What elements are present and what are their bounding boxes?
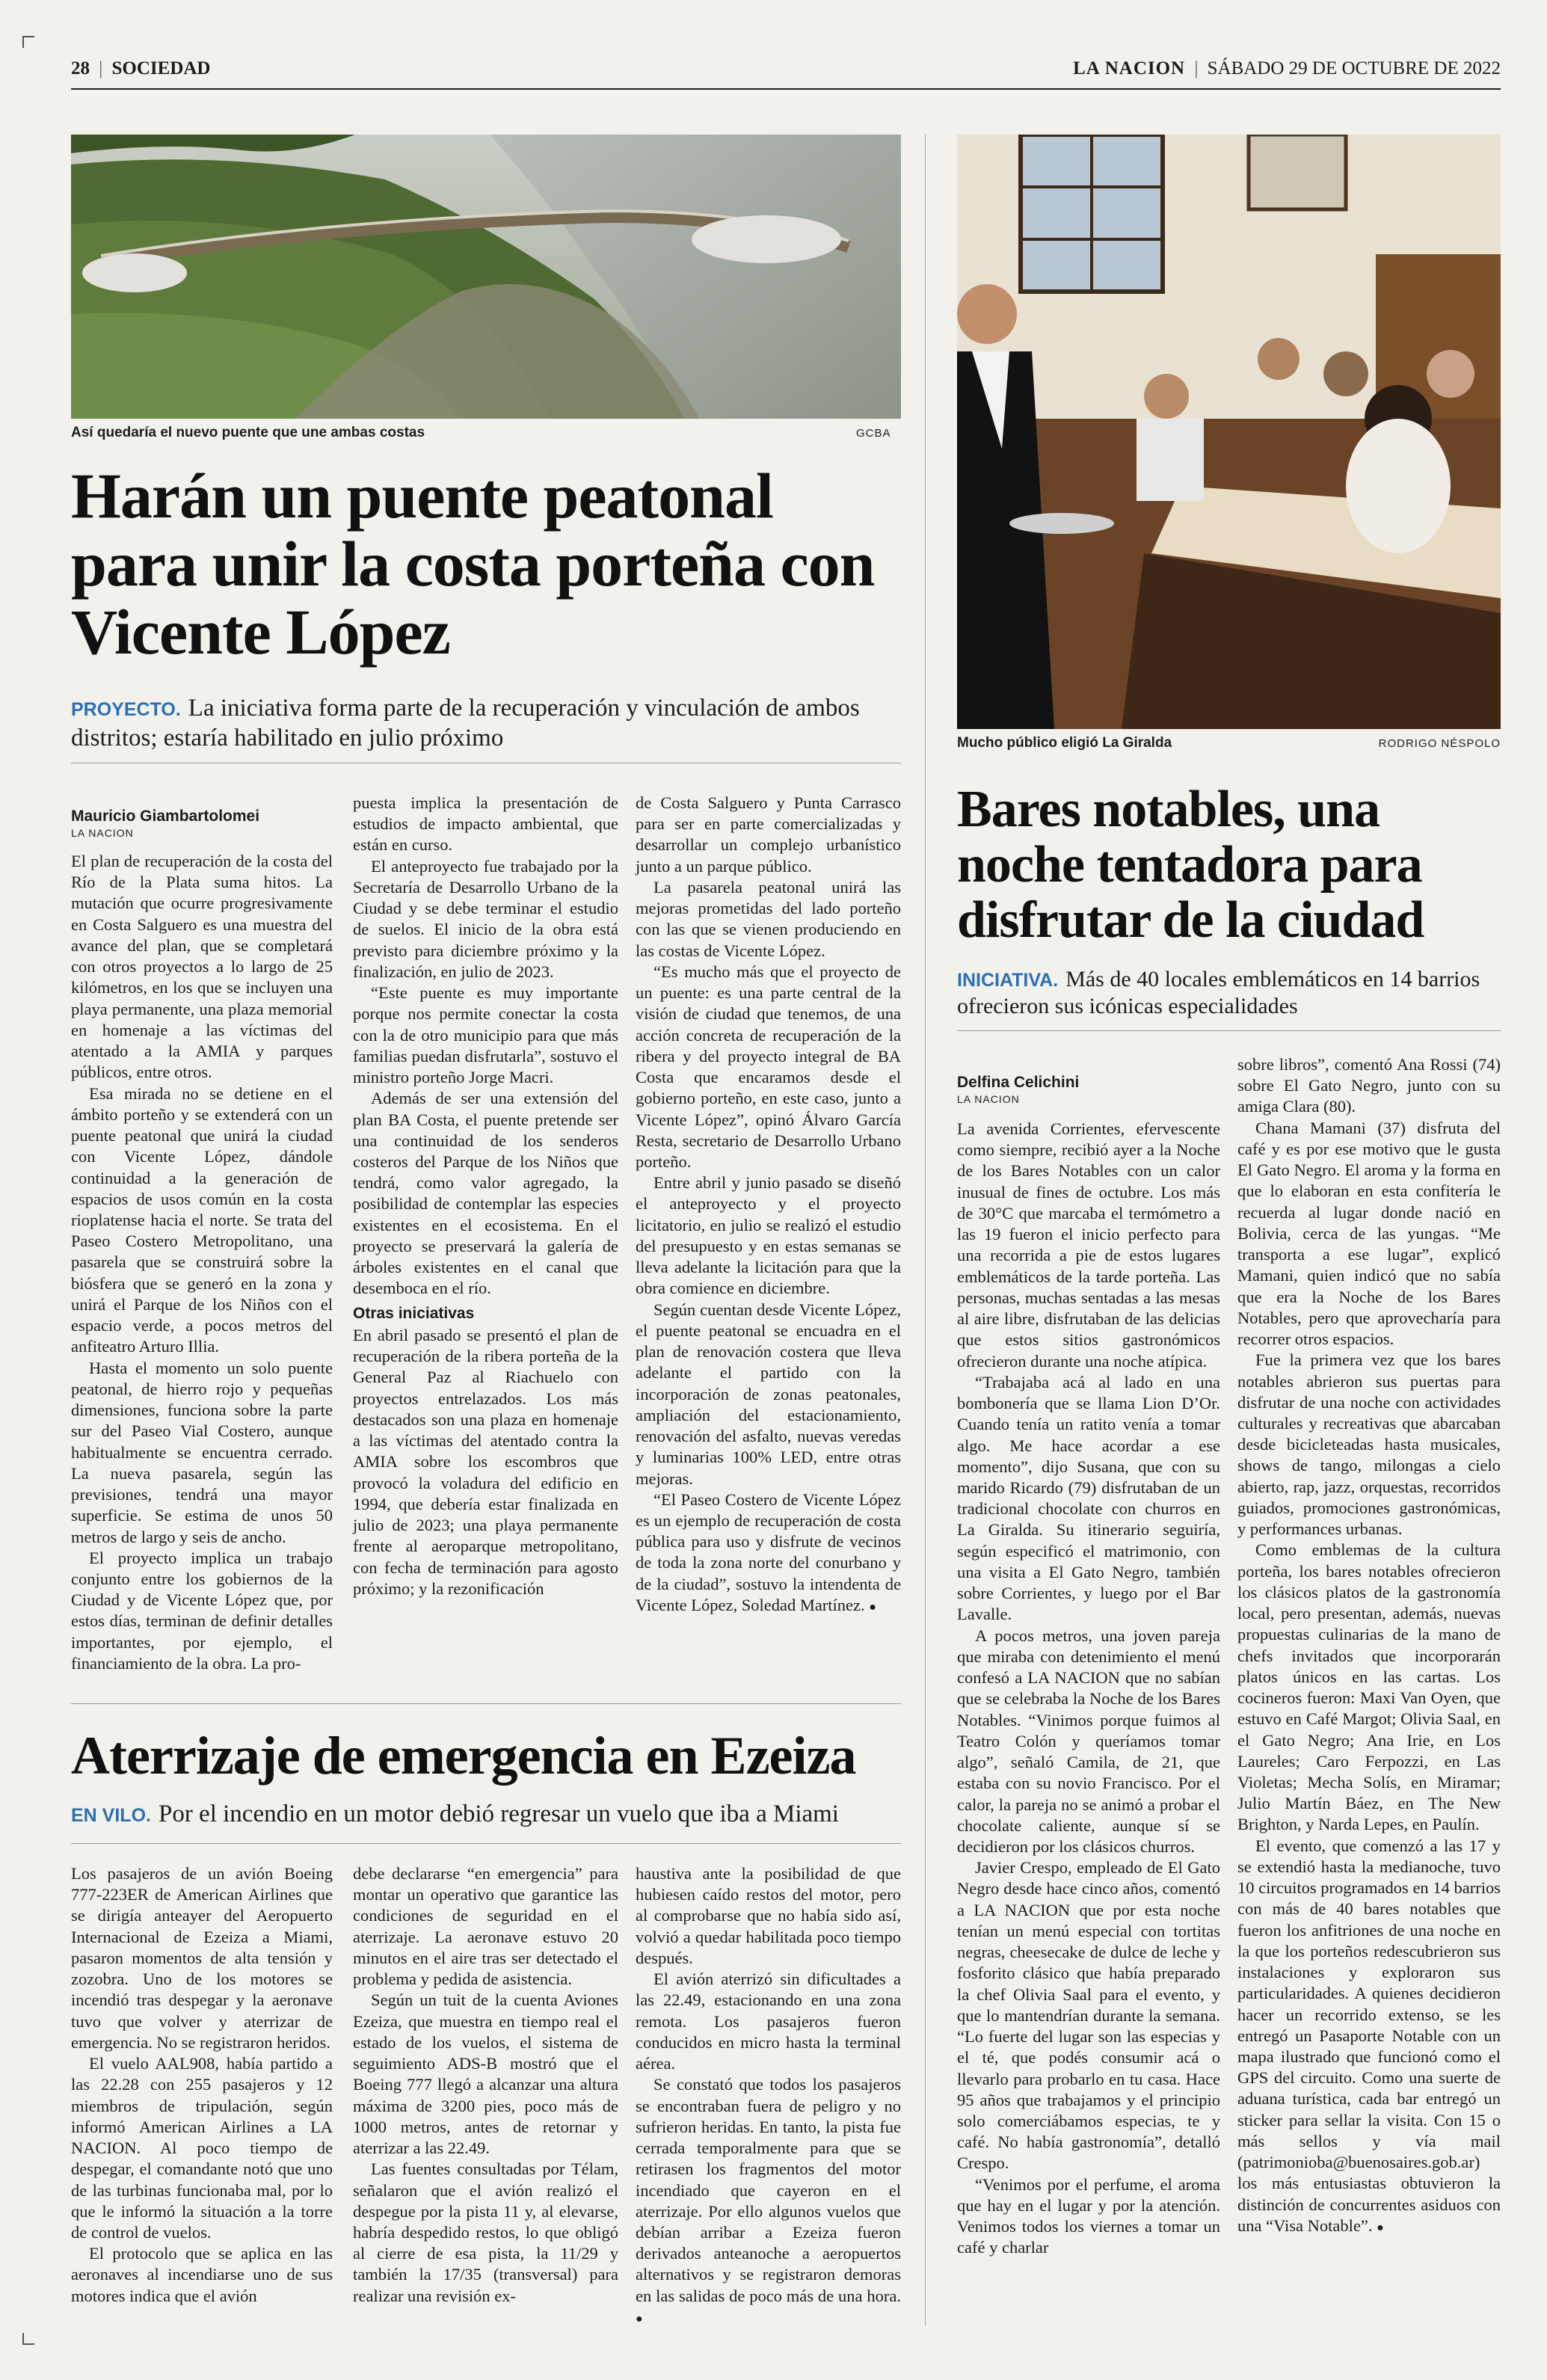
paragraph bbox=[636, 1489, 901, 1616]
paragraph: “Este puente es muy importante porque nos permite conectar la costa con la de otro municipio para que más familias puedan disfrutarla”, sostuvo el ministro porteño Jorge Macri. bbox=[353, 983, 618, 1087]
paragraph: Según un tuit de la cuenta Aviones Ezeiza, que muestra en tiempo real el estado de los vuelos, el sistema de seguimiento ADS-B mostró que el Boeing 777 llegó a alcanzar una altura máxima de 3200 pies, poco más de 1000 metros, antes de retornar y aterrizar a las 22.49. bbox=[353, 1990, 618, 2158]
ezeiza-headline: Aterrizaje de emergencia en Ezeiza bbox=[71, 1726, 856, 1786]
paragraph: Fue la primera vez que los bares notables abrieron sus puertas para disfrutar de una noche con actividades culturales y recreativas que abarcaban desde bicicleteadas hasta musicales, shows de tango, milongas a cielo abierto, rap, jazz, orquestas, recorridos guiados, promociones gastronómicas, y performances urbanas. bbox=[1237, 1350, 1501, 1539]
paragraph: El protocolo que se aplica en las aeronaves al incendiarse uno de sus motores indica que el avión bbox=[71, 2244, 333, 2305]
paragraph: La pasarela peatonal unirá las mejoras prometidas del lado porteño con las que se vienen produciendo en las costas de Vicente López. bbox=[636, 877, 901, 960]
bares-col-2 bbox=[1237, 1054, 1501, 2236]
paragraph: Esa mirada no se detiene en el ámbito porteño y se extenderá con un puente peatonal que unirá la ciudad con Vicente López, dándole continuidad a la generación de espacios de usos común en la costa rioplatense hacia el norte. Se trata del Paseo Costero Metropolitano, una pasarela que se construirá sobre la biósfera que se generó en la zona y unirá el Parque de los Niños con el espacio verde, a pocos metros del anfiteatro Arturo Illia. bbox=[71, 1083, 333, 1356]
bridge-col-3 bbox=[636, 793, 901, 1616]
end-mark-icon: ● bbox=[636, 2312, 643, 2325]
paragraph-text: “El Paseo Costero de Vicente López es un ejemplo de recuperación de costa pública para uso y disfrute de vecinos de toda la zona norte del conurbano y de la ciudad”, sostuvo la intendenta de Vicente López, Soledad Martínez. bbox=[636, 1489, 901, 1614]
ezeiza-subhead bbox=[71, 1800, 901, 1830]
paragraph: El anteproyecto fue trabajado por la Secretaría de Desarrollo Urbano de la Ciudad y se debe terminar el estudio de suelos. El inicio de la obra está previsto para diciembre próximo y la finalización, en julio de 2023. bbox=[353, 856, 618, 981]
paragraph: En abril pasado se presentó el plan de recuperación de la ribera porteña de la General Paz al Riachuelo con proyectos entrelazados. Los más destacados son una plaza en homenaje a las víctimas del atentado contra la AMIA sobre los escombros que provocó la voladura del edificio en 1994, que debería estar finalizada en julio de 2023; una playa permanente frente al aeroparque metropolitano, con fecha de terminación para agosto próximo; y la rezonificación bbox=[353, 1325, 618, 1598]
ezeiza-top-rule bbox=[71, 1703, 901, 1704]
paragraph: Chana Mamani (37) disfruta del café y es por ese motivo que le gusta El Gato Negro. El aroma y la forma en que lo elaboran en esta confitería le recuerda al lugar donde nació en Bolivia, cerca de las yungas. “Me transporta a ese lugar”, explicó Mamani, quien indicó que no sabía que era la Noche de los Bares Notables, pero que aprovecharía para recorrer otros espacios. bbox=[1237, 1118, 1501, 1349]
paragraph: “Es mucho más que el proyecto de un puente: es una parte central de la visión de ciudad que tenemos, de una acción concreta de recuperación de la ribera y del proyecto integral de BA Costa que encaramos desde el gobierno porteño, en este caso, junto a Vicente López”, opinó Álvaro García Resta, secretario de Desarrollo Urbano porteño. bbox=[636, 962, 901, 1171]
paragraph: sobre libros”, comentó Ana Rossi (74) sobre El Gato Negro, junto con su amiga Clara (80). bbox=[1237, 1055, 1501, 1116]
paragraph: Javier Crespo, empleado de El Gato Negro desde hace cinco años, comentó a LA NACION que por esta noche tenían un menú especial con tortitas negras, cheesecake de dulce de leche y fosforito clásico que había preparado la chef Olivia Saal para el evento, y que lo mantendrían durante la semana. “Lo fuerte del lugar son las especias y el té, que podés consumir acá o llevarlo para probarlo en tu casa. Hace 95 años que trabajamos y el principio solo comerciábamos especias, te y café. No había gastronomía”, detalló Crespo. bbox=[957, 1858, 1220, 2173]
paragraph bbox=[636, 2074, 901, 2328]
bridge-col-2 bbox=[353, 793, 618, 1599]
page-header bbox=[71, 58, 211, 79]
end-mark-icon: ● bbox=[1377, 2221, 1384, 2234]
bares-subhead bbox=[957, 966, 1501, 1020]
crop-mark-bottom-left bbox=[22, 2333, 34, 2345]
bares-subhead-text: Más de 40 locales emblemáticos en 14 barrios ofrecieron sus icónicas especialidades bbox=[957, 967, 1480, 1018]
paragraph: haustiva ante la posibilidad de que hubiesen caído restos del motor, pero al comprobarse que no había sido así, volvió a quedar habilitada poco tiempo después. bbox=[636, 1864, 901, 1967]
la-giralda-photo bbox=[957, 135, 1501, 729]
paragraph: debe declararse “en emergencia” para montar un operativo que garantice las condiciones de seguridad en el aterrizaje. La aeronave estuvo 20 minutos en el aire tras ser detectado el problema y pedida de asistencia. bbox=[353, 1864, 618, 1989]
giralda-photo-caption: Mucho público eligió La Giralda bbox=[957, 735, 1172, 751]
paragraph: puesta implica la presentación de estudios de impacto ambiental, que están en curso. bbox=[353, 793, 618, 855]
bares-headline: Bares notables, una noche tentadora para disfrutar de la ciudad bbox=[957, 781, 1424, 950]
ezeiza-col-3 bbox=[636, 1863, 901, 2328]
bares-subhead-rule bbox=[957, 1030, 1501, 1031]
bridge-rendering-illustration bbox=[71, 135, 901, 419]
paragraph: Los pasajeros de un avión Boeing 777-223ER de American Airlines que se dirigía anteayer del Aeropuerto Internacional de Ezeiza a Miami, pasaron momentos de alta tensión y zozobra. Uno de los motores se incendió tras despegar y la aeronave tuvo que volver y aterrizar de emergencia. No se registraron heridos. bbox=[71, 1864, 333, 2052]
page-number: 28 bbox=[71, 58, 90, 79]
paragraph: El plan de recuperación de la costa del Río de la Plata suma hitos. La mutación que ocurre progresivamente en Costa Salguero es una muestra del avance del plan, que se completará con otros proyectos a lo largo de 25 kilómetros, en los que se incluyen una playa permanente, una plaza memorial en homenaje a las víctimas del atentado a la AMIA y parques públicos, entre otros. bbox=[71, 852, 333, 1082]
page-date: SÁBADO 29 DE OCTUBRE DE 2022 bbox=[1207, 58, 1501, 79]
paragraph: Entre abril y junio pasado se diseñó el anteproyecto y el proyecto licitatorio, en julio se realizó el estudio del presupuesto y en estas semanas se lleva adelante la licitación para que la obra comience en diciembre. bbox=[636, 1173, 901, 1298]
paragraph: El vuelo AAL908, había partido a las 22.28 con 255 pasajeros y 12 miembros de tripulación, según informó American Airlines a LA NACION. Al poco tiempo de despegar, el comandante notó que uno de las turbinas funcionaba mal, por lo que le informó la situación a la torre de control de vuelos. bbox=[71, 2054, 333, 2242]
bridge-photo-credit: GCBA bbox=[856, 427, 891, 440]
ezeiza-col-1 bbox=[71, 1863, 333, 2307]
header-rule bbox=[71, 88, 1501, 90]
bridge-byline bbox=[71, 808, 333, 839]
bridge-subhead bbox=[71, 694, 901, 753]
paragraph: A pocos metros, una joven pareja que miraba con detenimiento el menú confesó a LA NACION que no sabían que se celebraba la Noche de los Bares Notables. “Vinimos porque fuimos al Teatro Colón y queríamos tomar algo”, señaló Camila, de 21, que estaba con su novio Francisco. Por el calor, la pareja no se animó a probar el chocolate caliente, aunque sí se decidieron por los clásicos churros. bbox=[957, 1626, 1220, 1856]
section-name: SOCIEDAD bbox=[111, 58, 211, 79]
bridge-headline: Harán un puente peatonal para unir la costa porteña con Vicente López bbox=[71, 460, 875, 668]
paragraph: de Costa Salguero y Punta Carrasco para ser en parte comercializadas y desarrollar un complejo urbanístico junto a un parque público. bbox=[636, 793, 901, 876]
paragraph-text: Se constató que todos los pasajeros se encontraban fuera de peligro y no sufrieron heridas. En tanto, la pista fue cerrada temporalmente para que se retirasen los fragmentos del motor incendiado que cayeron en el aterrizaje. Por ello algunos vuelos que debían arribar a Ezeiza fueron derivados anteanoche a aeropuertos alternativos y se registraron demoras en las salidas de poco más de una hora. bbox=[636, 2075, 901, 2305]
bridge-photo-caption: Así quedaría el nuevo puente que une ambas costas bbox=[71, 425, 425, 440]
bridge-subhead-text: La iniciativa forma parte de la recuperación y vinculación de ambos distritos; estaría habilitado en julio próximo bbox=[71, 695, 860, 751]
bridge-rendering-photo bbox=[71, 135, 901, 419]
ezeiza-tag: EN VILO. bbox=[71, 1805, 151, 1826]
giralda-photo-credit: RODRIGO NÉSPOLO bbox=[1378, 737, 1501, 750]
ezeiza-subhead-rule bbox=[71, 1843, 901, 1844]
cafe-interior-illustration bbox=[957, 135, 1501, 729]
bares-author: Delfina Celichini bbox=[957, 1074, 1080, 1091]
paragraph-text: El evento, que comenzó a las 17 y se extendió hasta la medianoche, tuvo 10 circuitos programados en 14 barrios con más de 40 bares notables que fueron los anfitriones de una noche en la que los porteños redescubrieron sus instalaciones y exploraron sus particularidades. A quienes decidieron hacer un recorrido extenso, se les entregó un Pasaporte Notable con un mapa ilustrado que funcionó como el GPS del circuito. Como una suerte de aduana turística, cada bar entregó un sticker para sellar la visita. Con 15 o más sellos y vía mail (patrimonioba@buenosaires.gob.ar) los más entusiastas obtuvieron la distinción de concurrentes asiduos con una “Visa Notable”. bbox=[1237, 1836, 1501, 2235]
vertical-column-rule bbox=[925, 135, 926, 2325]
bridge-col-1 bbox=[71, 851, 333, 1674]
other-initiatives-subheading: Otras iniciativas bbox=[353, 1304, 475, 1322]
paragraph: Hasta el momento un solo puente peatonal, de hierro rojo y pequeñas dimensiones, funciona sobre la parte sur del Paseo Vial Costero, aunque habitualmente se encuentra cerrado. La nueva pasarela, según las previsiones, tendrá una mayor superficie. Se estima de unos 50 metros de largo y seis de ancho. bbox=[71, 1358, 333, 1546]
end-mark-icon: ● bbox=[869, 1600, 876, 1614]
bridge-author: Mauricio Giambartolomei bbox=[71, 808, 260, 825]
bares-col-1 bbox=[957, 1119, 1220, 2259]
paragraph: Las fuentes consultadas por Télam, señalaron que el avión realizó el despegue por la pista 11 y, al elevarse, habría despedido restos, lo que obligó al cierre de esa pista, la 11/29 y también la 17/35 (transversal) para realizar una revisión ex- bbox=[353, 2159, 618, 2305]
bares-tag: INICIATIVA. bbox=[957, 970, 1059, 991]
paragraph: La avenida Corrientes, efervescente como siempre, recibió ayer a la Noche de los Bares Notables con un calor inusual de fines de octubre. Los más de 30°C que marcaba el termómetro a las 19 fueron el inicio perfecto para una recorrida a pie de estos lugares emblemáticos de la tarde porteña. Las personas, muchas sentadas a las mesas al aire libre, disfrutaban de las delicias que estos sitios gastronómicos ofrecieron durante una noche atípica. bbox=[957, 1119, 1220, 1371]
paragraph: “Venimos por el perfume, el aroma que hay en el lugar y por la atención. Venimos todos los viernes a tomar un café y charlar bbox=[957, 2174, 1220, 2257]
header-right bbox=[1073, 58, 1501, 79]
paragraph: El avión aterrizó sin dificultades a las 22.49, estacionando en una zona remota. Los pasajeros fueron conducidos en micro hasta la terminal aérea. bbox=[636, 1970, 901, 2073]
bares-author-org: LA NACION bbox=[957, 1093, 1020, 1105]
header-separator: | bbox=[99, 58, 103, 79]
bridge-author-org: LA NACION bbox=[71, 827, 134, 839]
paragraph: Además de ser una extensión del plan BA Costa, el puente pretende ser una continuidad de los senderos costeros del Parque de los Niños que tendrá, como valor agregado, la posibilidad de contemplar las especies existentes en el ecosistema. En el proyecto se preservará la galería de árboles existentes en el canal que desemboca en el río. bbox=[353, 1089, 618, 1298]
bares-byline bbox=[957, 1074, 1219, 1105]
paragraph: Según cuentan desde Vicente López, el puente peatonal se encuadra en el plan de renovación costera que lleva adelante el partido con la incorporación de zonas peatonales, ampliación del estacionamiento, renovación del asfalto, nuevas veredas y luminarias 100% LED, entre otras mejoras. bbox=[636, 1300, 901, 1488]
paragraph: “Trabajaba acá al lado en una bombonería que se llama Lion D’Or. Cuando tenía un ratito venía a tomar algo. Me hace acordar a ese momento”, dijo Susana, que con su marido Ricardo (79) disfrutaban de un tradicional chocolate con churros en La Giralda. Su itinerario seguiría, según especificó el matrimonio, con una visita a El Gato Negro, también sobre Corrientes, y luego por el Bar Lavalle. bbox=[957, 1372, 1220, 1624]
newspaper-name: LA NACION bbox=[1073, 58, 1186, 79]
crop-mark-top-left bbox=[22, 36, 34, 48]
bridge-tag: PROYECTO. bbox=[71, 699, 181, 720]
header-separator-2: | bbox=[1194, 58, 1199, 79]
paragraph bbox=[1237, 1836, 1501, 2236]
ezeiza-subhead-text: Por el incendio en un motor debió regresar un vuelo que iba a Miami bbox=[158, 1801, 839, 1827]
paragraph: Como emblemas de la cultura porteña, los bares notables ofrecieron los clásicos platos de la gastronomía local, pero presentan, además, nuevas propuestas culinarias de la mano de chefs invitados que incorporarán platos únicos en las cartas. Los cocineros fueron: Maxi Van Oyen, que estuvo en Café Margot; Olivia Saal, en el Gato Negro; Ana Irie, en Los Laureles; Caro Ferpozzi, en Las Violetas; Mecha Solís, en Miramar; Julio Martín Báez, en The New Brighton, y Narda Lepes, en Paulín. bbox=[1237, 1540, 1501, 1834]
paragraph: El proyecto implica un trabajo conjunto entre los gobiernos de la Ciudad y de Vicente López que, por estos días, terminan de definir detalles importantes, por ejemplo, el financiamiento de la obra. La pro- bbox=[71, 1548, 333, 1673]
ezeiza-col-2 bbox=[353, 1863, 618, 2307]
